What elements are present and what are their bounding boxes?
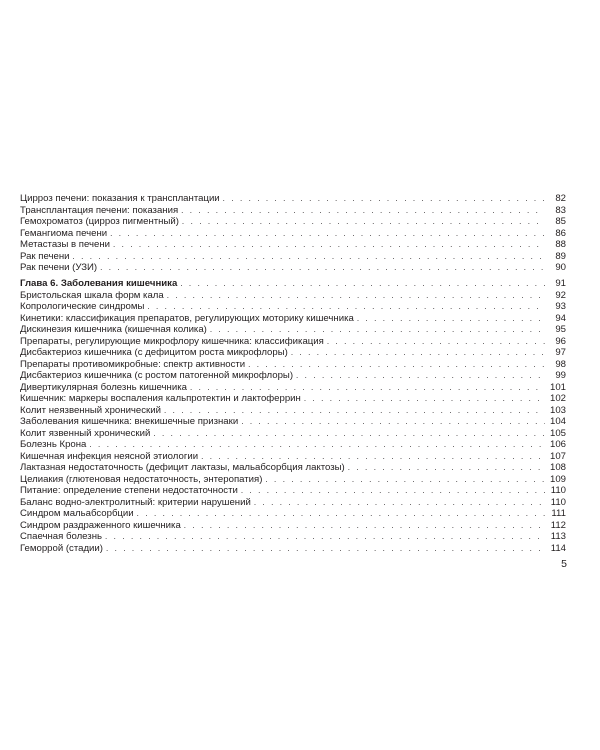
- toc-entry: [20, 216, 566, 228]
- toc-dot-leader: [357, 313, 545, 325]
- toc-entry: [20, 313, 566, 325]
- toc-entry: [20, 462, 566, 474]
- toc-dot-leader: [304, 393, 545, 405]
- toc-entry: [20, 405, 566, 417]
- toc-dot-leader: [89, 439, 545, 451]
- toc-entry-page: 104: [549, 416, 566, 427]
- toc-dot-leader: [164, 405, 545, 417]
- table-of-contents: [20, 193, 566, 554]
- toc-entry-title: Дивертикулярная болезнь кишечника: [20, 381, 187, 393]
- toc-entry: [20, 324, 566, 336]
- toc-entry: [20, 347, 566, 359]
- toc-entry-title: Геморрой (стадии): [20, 542, 103, 554]
- toc-entry-page: 86: [555, 227, 566, 239]
- toc-dot-leader: [265, 474, 545, 486]
- toc-entry-title: Дисбактериоз кишечника (с дефицитом роста микрофлоры): [20, 347, 288, 358]
- toc-entry-page: 96: [555, 335, 566, 347]
- toc-entry: [20, 382, 566, 394]
- toc-entry: [20, 262, 566, 274]
- toc-entry: [20, 531, 566, 543]
- toc-entry-title: Синдром раздраженного кишечника: [20, 519, 181, 531]
- toc-entry-page: 91: [555, 278, 566, 289]
- toc-entry-page: 92: [555, 289, 566, 301]
- toc-entry-page: 114: [550, 542, 566, 554]
- toc-entry-title: Трансплантация печени: показания: [20, 204, 179, 216]
- toc-dot-leader: [248, 359, 545, 371]
- toc-entry-title: Препараты, регулирующие микрофлору кишечника: классификация: [20, 335, 324, 347]
- toc-entry-title: Болезнь Крона: [20, 439, 87, 450]
- toc-entry-page: 108: [549, 462, 566, 473]
- toc-dot-leader: [296, 370, 545, 382]
- toc-dot-leader: [201, 451, 545, 463]
- toc-entry-title: Колит язвенный хронический: [20, 427, 151, 439]
- toc-entry: [20, 251, 566, 263]
- toc-entry: [20, 543, 566, 555]
- toc-entry-page: 99: [555, 370, 566, 381]
- toc-entry: [20, 451, 566, 463]
- toc-entry-title: Спаечная болезнь: [20, 531, 103, 542]
- toc-dot-leader: [147, 301, 545, 313]
- toc-entry-page: 82: [555, 193, 566, 204]
- toc-entry-title: Колит неязвенный хронический: [20, 404, 161, 416]
- toc-entry: [20, 439, 566, 451]
- toc-entry: [20, 485, 566, 497]
- toc-dot-leader: [190, 382, 545, 394]
- toc-entry-title: Гемохроматоз (цирроз пигментный): [20, 216, 179, 227]
- toc-entry-title: Кинетики: классификация препаратов, регулирующих моторику кишечника: [20, 312, 354, 324]
- toc-entry-title: Метастазы в печени: [20, 239, 110, 250]
- toc-dot-leader: [113, 239, 545, 251]
- toc-entry: [20, 228, 566, 240]
- toc-entry-title: Кишечник: маркеры воспаления кальпротектин и лактоферрин: [20, 393, 301, 404]
- toc-entry-page: 98: [555, 358, 566, 370]
- toc-entry: [20, 205, 566, 217]
- toc-entry: [20, 520, 566, 532]
- toc-dot-leader: [100, 262, 545, 274]
- toc-dot-leader: [241, 485, 545, 497]
- toc-dot-leader: [348, 462, 545, 474]
- toc-entry: [20, 239, 566, 251]
- toc-entry-page: 89: [555, 250, 566, 262]
- toc-dot-leader: [241, 416, 545, 428]
- toc-entry-title: Бристольская шкала форм кала: [20, 289, 164, 301]
- toc-entry-page: 110: [550, 485, 566, 496]
- toc-entry-title: Цирроз печени: показания к трансплантации: [20, 193, 220, 204]
- toc-chapter-heading: [20, 278, 566, 290]
- toc-entry: [20, 474, 566, 486]
- toc-entry: [20, 193, 566, 205]
- toc-entry-page: 112: [550, 519, 566, 531]
- toc-entry: [20, 336, 566, 348]
- toc-entry: [20, 290, 566, 302]
- toc-entry-page: 101: [549, 381, 566, 393]
- toc-dot-leader: [180, 278, 545, 290]
- toc-entry: [20, 428, 566, 440]
- toc-dot-leader: [110, 228, 545, 240]
- toc-entry-page: 103: [549, 404, 566, 416]
- toc-entry: [20, 508, 566, 520]
- toc-entry-title: Гемангиома печени: [20, 227, 108, 239]
- toc-entry-page: 109: [549, 473, 566, 485]
- toc-entry-title: Рак печени: [20, 250, 70, 262]
- toc-entry: [20, 393, 566, 405]
- toc-dot-leader: [72, 251, 545, 263]
- toc-dot-leader: [106, 543, 545, 555]
- toc-dot-leader: [184, 520, 545, 532]
- toc-entry-page: 93: [555, 301, 566, 312]
- toc-entry: [20, 359, 566, 371]
- toc-dot-leader: [137, 508, 545, 520]
- toc-entry-title: Кишечная инфекция неясной этиологии: [20, 450, 199, 462]
- toc-entry-title: Питание: определение степени недостаточности: [20, 485, 238, 496]
- toc-entry-title: Глава 6. Заболевания кишечника: [20, 278, 178, 289]
- toc-dot-leader: [327, 336, 545, 348]
- toc-entry-page: 95: [555, 324, 566, 335]
- toc-dot-leader: [210, 324, 545, 336]
- toc-dot-leader: [182, 216, 545, 228]
- toc-dot-leader: [105, 531, 545, 543]
- toc-entry-page: 88: [555, 239, 566, 250]
- toc-entry-page: 90: [555, 262, 566, 273]
- toc-entry-title: Заболевания кишечника: внекишечные признаки: [20, 416, 239, 427]
- toc-dot-leader: [223, 193, 545, 205]
- toc-entry-page: 113: [550, 531, 566, 542]
- toc-entry-page: 106: [549, 439, 566, 450]
- toc-entry-title: Препараты противомикробные: спектр активности: [20, 358, 246, 370]
- toc-entry-page: 102: [549, 393, 566, 404]
- toc-entry-title: Синдром мальабсорбции: [20, 508, 134, 519]
- toc-entry: [20, 416, 566, 428]
- toc-entry-page: 83: [555, 204, 566, 216]
- toc-entry-page: 110: [550, 496, 566, 508]
- page-number: 5: [561, 558, 567, 570]
- toc-entry: [20, 497, 566, 509]
- toc-dot-leader: [167, 290, 545, 302]
- toc-entry: [20, 301, 566, 313]
- toc-entry-page: 97: [555, 347, 566, 358]
- toc-entry-page: 85: [555, 216, 566, 227]
- toc-entry-title: Рак печени (УЗИ): [20, 262, 98, 273]
- toc-entry-title: Дисбактериоз кишечника (с ростом патогенной микрофлоры): [20, 370, 294, 381]
- toc-entry-title: Баланс водно-электролитный: критерии нарушений: [20, 496, 251, 508]
- toc-dot-leader: [254, 497, 545, 509]
- toc-entry-page: 111: [551, 508, 566, 519]
- toc-dot-leader: [291, 347, 545, 359]
- toc-entry: [20, 370, 566, 382]
- toc-entry-page: 94: [555, 312, 566, 324]
- toc-entry-title: Целиакия (глютеновая недостаточность, энтеропатия): [20, 473, 263, 485]
- toc-entry-page: 107: [549, 450, 566, 462]
- toc-entry-page: 105: [549, 427, 566, 439]
- toc-entry-title: Лактазная недостаточность (дефицит лактазы, мальабсорбция лактозы): [20, 462, 345, 473]
- toc-entry-title: Дискинезия кишечника (кишечная колика): [20, 324, 207, 335]
- toc-dot-leader: [181, 205, 545, 217]
- toc-entry-title: Копрологические синдромы: [20, 301, 145, 312]
- toc-dot-leader: [153, 428, 545, 440]
